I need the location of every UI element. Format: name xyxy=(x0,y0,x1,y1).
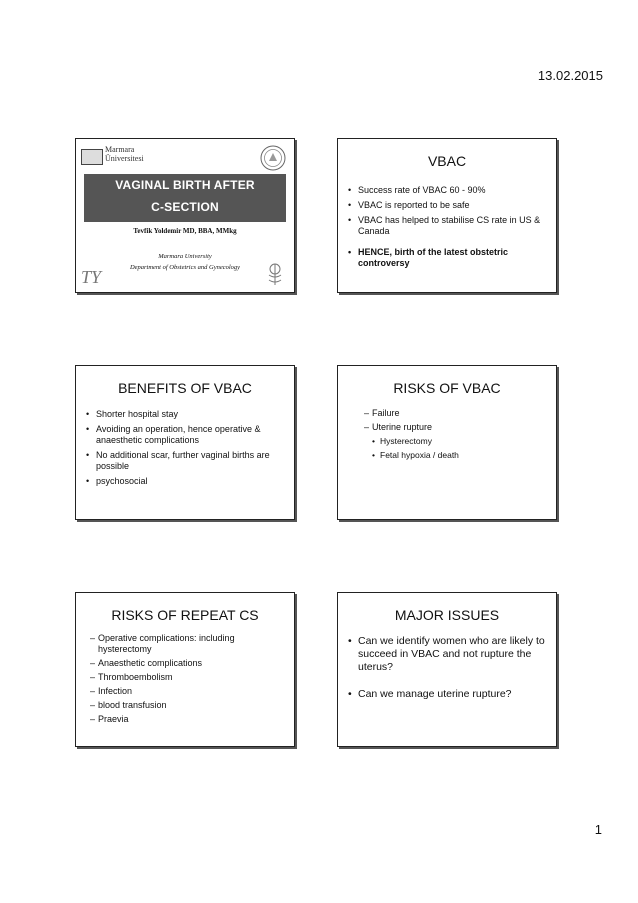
slide-heading: BENEFITS OF VBAC xyxy=(118,380,252,396)
slide-title xyxy=(75,138,295,293)
initials-logo: TY xyxy=(81,267,102,287)
list-item: • VBAC is reported to be safe xyxy=(348,200,546,211)
bullet-list xyxy=(86,409,284,491)
slide-title-line1: VAGINAL BIRTH AFTER xyxy=(115,178,255,192)
list-item: • Shorter hospital stay xyxy=(86,409,284,420)
slide-vbac xyxy=(337,138,557,293)
list-item: – Anaesthetic complications xyxy=(90,658,264,669)
list-item: • Hysterectomy xyxy=(372,436,546,447)
page-date: 13.02.2015 xyxy=(537,68,603,83)
university-logo xyxy=(81,149,103,165)
list-item: • Can we identify women who are likely to succeed in VBAC and not rupture the uterus? xyxy=(348,635,546,674)
bullet-list xyxy=(348,185,546,273)
list-item: • Fetal hypoxia / death xyxy=(372,450,546,461)
author-name: Tevfik Yoldemir MD, BBA, MMkg xyxy=(133,227,237,235)
slide-risks-repeat-cs xyxy=(75,592,295,747)
dash-list xyxy=(364,408,546,436)
page-number: 1 xyxy=(594,822,602,837)
dash-list xyxy=(90,633,264,728)
list-item: – Praevia xyxy=(90,714,264,725)
sub-list xyxy=(372,436,546,464)
slide-heading: VBAC xyxy=(427,153,467,169)
slide-heading: RISKS OF REPEAT CS xyxy=(111,607,259,623)
list-item: – Thromboembolism xyxy=(90,672,264,683)
university-logo-text xyxy=(105,145,144,163)
list-item-bold: • HENCE, birth of the latest obstetric controversy xyxy=(348,247,546,269)
university-logo-line1: Marmara xyxy=(105,145,135,154)
slide-heading: MAJOR ISSUES xyxy=(394,607,500,623)
list-item: • Success rate of VBAC 60 - 90% xyxy=(348,185,546,196)
title-band xyxy=(84,174,286,222)
list-item: – Infection xyxy=(90,686,264,697)
list-item: • Can we manage uterine rupture? xyxy=(348,688,546,701)
slide-major-issues xyxy=(337,592,557,747)
institution xyxy=(76,251,294,273)
list-item: • Avoiding an operation, hence operative & anaesthetic complications xyxy=(86,424,284,446)
list-item: – Uterine rupture xyxy=(364,422,546,433)
institution-line2: Department of Obstetrics and Gynecology xyxy=(129,264,241,271)
slide-benefits xyxy=(75,365,295,520)
institution-line1: Marmara University xyxy=(158,253,212,260)
list-item: • VBAC has helped to stabilise CS rate in US & Canada xyxy=(348,215,546,237)
list-item: • No additional scar, further vaginal births are possible xyxy=(86,450,284,472)
list-item: – blood transfusion xyxy=(90,700,264,711)
slide-risks-vbac xyxy=(337,365,557,520)
caduceus-icon xyxy=(264,261,286,287)
bullet-list xyxy=(348,635,546,705)
list-item: – Failure xyxy=(364,408,546,419)
list-item: • psychosocial xyxy=(86,476,284,487)
slide-heading: RISKS OF VBAC xyxy=(393,380,501,396)
seal-icon xyxy=(260,145,286,171)
slide-title-line2: C-SECTION xyxy=(151,200,219,214)
university-logo-line2: Üniversitesi xyxy=(105,154,144,163)
list-item: – Operative complications: including hysterectomy xyxy=(90,633,264,655)
